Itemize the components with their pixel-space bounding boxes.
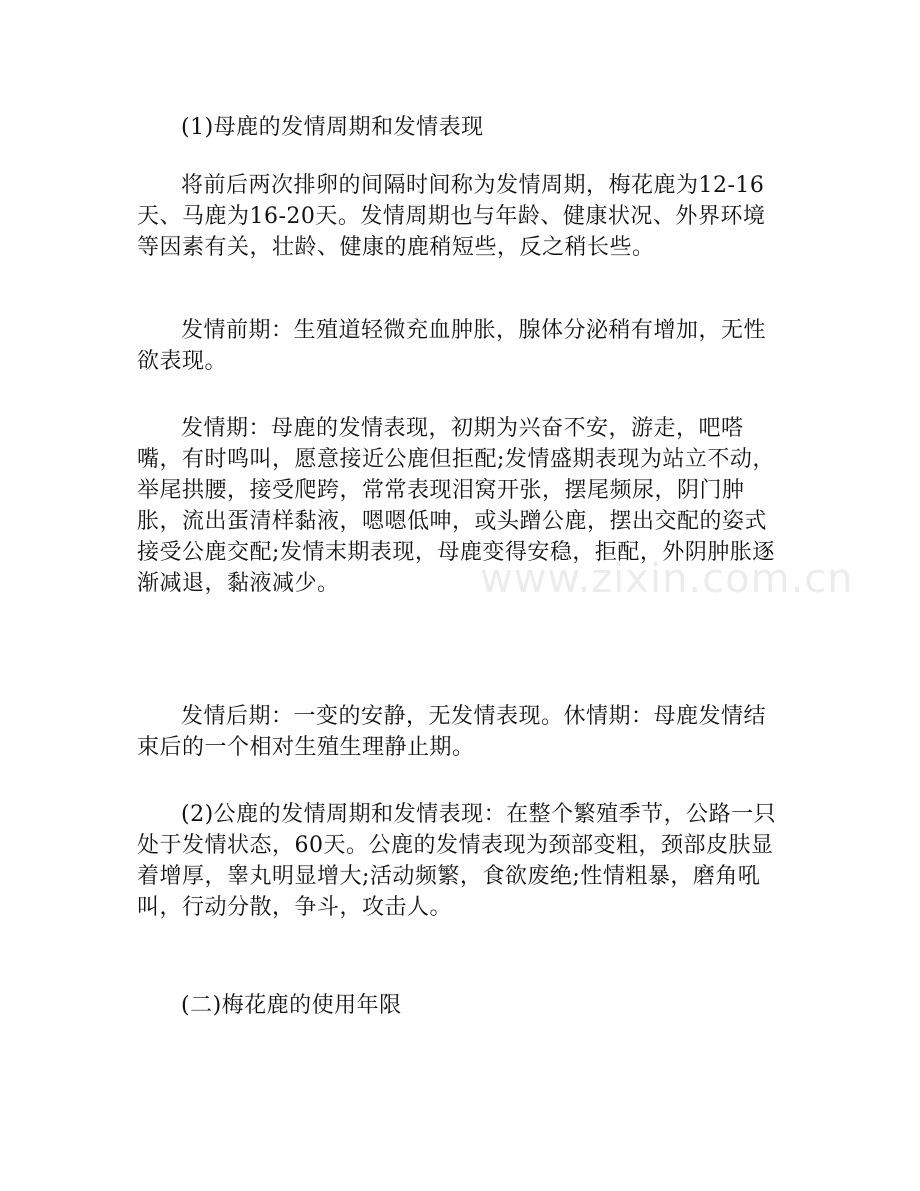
paragraph-buck-estrus: (2)公鹿的发情周期和发情表现：在整个繁殖季节，公路一只处于发情状态，60天。公鹿的发情表现为颈部变粗，颈部皮肤显着增厚，睾丸明显增大;活动频繁，食欲废绝;性情粗暴，磨角吼叫，行动分散，争斗，攻击人。 — [137, 802, 777, 920]
paragraph-estrus-cycle: 将前后两次排卵的间隔时间称为发情周期，梅花鹿为12-16天、马鹿为16-20天。发情周期也与年龄、健康状况、外界环境等因素有关，壮龄、健康的鹿稍短些，反之稍长些。 — [137, 173, 766, 260]
section-heading-service-life: (二)梅花鹿的使用年限 — [181, 993, 402, 1018]
paragraph-metestrus: 发情后期：一变的安静，无发情表现。休情期：母鹿发情结束后的一个相对生殖生理静止期。 — [137, 704, 767, 760]
section-heading-doe-estrus: (1)母鹿的发情周期和发情表现 — [181, 115, 484, 140]
paragraph-proestrus: 发情前期：生殖道轻微充血肿胀，腺体分泌稍有增加，无性欲表现。 — [137, 318, 767, 374]
watermark: www.zixin.com.cn — [480, 556, 854, 602]
paragraph-estrus: 发情期：母鹿的发情表现，初期为兴奋不安，游走，吧嗒嘴，有时鸣叫，愿意接近公鹿但拒配;发情盛期表现为站立不动，举尾拱腰，接受爬跨，常常表现泪窝开张，摆尾频尿，阴门肿胀，流出蛋清样黏液，嗯嗯低呻，或头蹭公鹿，摆出交配的姿式接受公鹿交配;发情末期表现，母鹿变得安稳，拒配，外阴肿胀逐渐减退，黏液减少。 — [137, 416, 775, 596]
